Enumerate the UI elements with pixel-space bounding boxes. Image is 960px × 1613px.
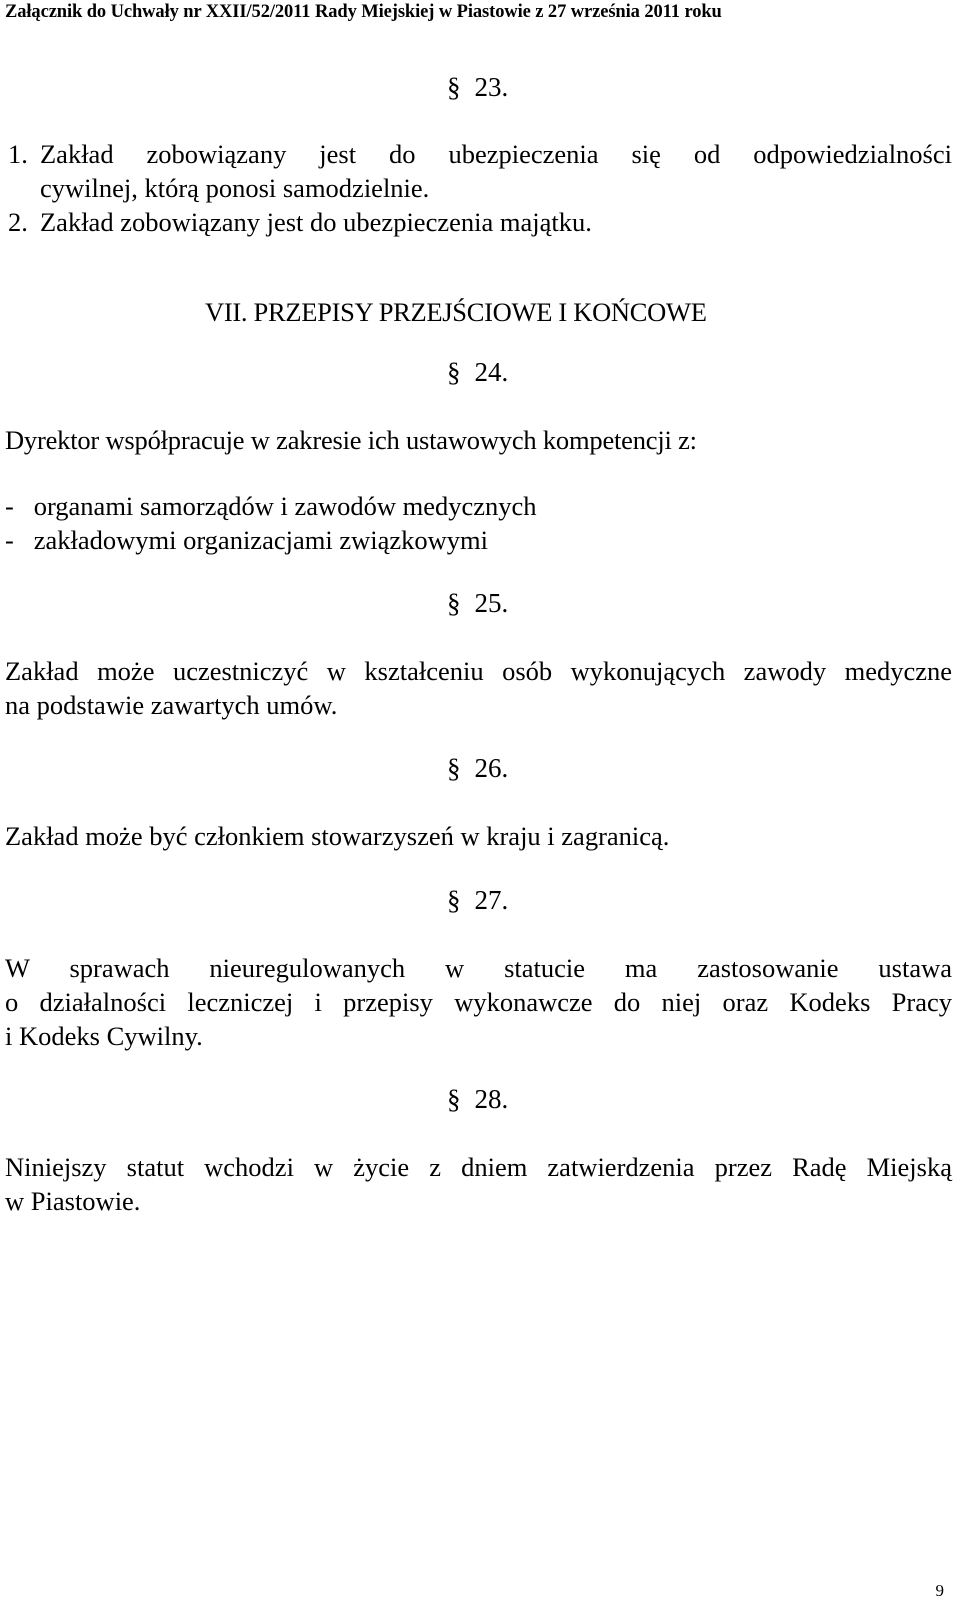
paragraph-text: W sprawach nieuregulowanych w statucie ma zastosowanie ustawa <box>5 953 952 983</box>
paragraph-text: Zakład może uczestniczyć w kształceniu osób wykonujących zawody medyczne <box>5 656 952 686</box>
section-sign-icon: § <box>447 753 461 783</box>
paragraph-number: 23. <box>474 72 509 102</box>
list-item-number: 2. <box>8 207 28 237</box>
section-sign-icon: § <box>447 1084 461 1114</box>
list-item-text: Zakład zobowiązany jest do ubezpieczenia się od odpowiedzialności <box>40 139 952 169</box>
bullet-item: - zakładowymi organizacjami związkowymi <box>5 525 488 555</box>
section-sign-icon: § <box>447 72 461 102</box>
paragraph-number: 27. <box>474 885 509 915</box>
paragraph-number: 26. <box>474 753 509 783</box>
paragraph-text-continued: w Piastowie. <box>5 1186 141 1216</box>
paragraph-text: Dyrektor współpracuje w zakresie ich ustawowych kompetencji z: <box>5 425 697 455</box>
document-header: Załącznik do Uchwały nr XXII/52/2011 Rady Miejskiej w Piastowie z 27 września 2011 roku <box>5 2 722 22</box>
section-title: VII. PRZEPISY PRZEJŚCIOWE I KOŃCOWE <box>205 297 707 327</box>
list-item-text-continued: cywilnej, którą ponosi samodzielnie. <box>40 173 430 203</box>
page-number: 9 <box>935 1581 944 1600</box>
paragraph-number: 24. <box>474 357 509 387</box>
paragraph-text: Zakład może być członkiem stowarzyszeń w kraju i zagranicą. <box>5 821 670 851</box>
list-item-text: Zakład zobowiązany jest do ubezpieczenia majątku. <box>40 207 592 237</box>
paragraph-heading-24 <box>447 357 508 388</box>
paragraph-text-continued: o działalności leczniczej i przepisy wykonawcze do niej oraz Kodeks Pracy <box>5 987 952 1017</box>
paragraph-text: Niniejszy statut wchodzi w życie z dniem zatwierdzenia przez Radę Miejską <box>5 1152 952 1182</box>
paragraph-text-continued: na podstawie zawartych umów. <box>5 690 338 720</box>
section-sign-icon: § <box>447 588 461 618</box>
paragraph-number: 28. <box>474 1084 509 1114</box>
paragraph-heading-26 <box>447 753 508 784</box>
paragraph-number: 25. <box>474 588 509 618</box>
paragraph-heading-23 <box>447 72 508 103</box>
paragraph-heading-25 <box>447 588 508 619</box>
paragraph-heading-28 <box>447 1084 508 1115</box>
bullet-item: - organami samorządów i zawodów medycznych <box>5 491 537 521</box>
paragraph-heading-27 <box>447 885 508 916</box>
section-sign-icon: § <box>447 357 461 387</box>
paragraph-text-continued: i Kodeks Cywilny. <box>5 1021 203 1051</box>
section-sign-icon: § <box>447 885 461 915</box>
list-item-number: 1. <box>8 139 28 169</box>
